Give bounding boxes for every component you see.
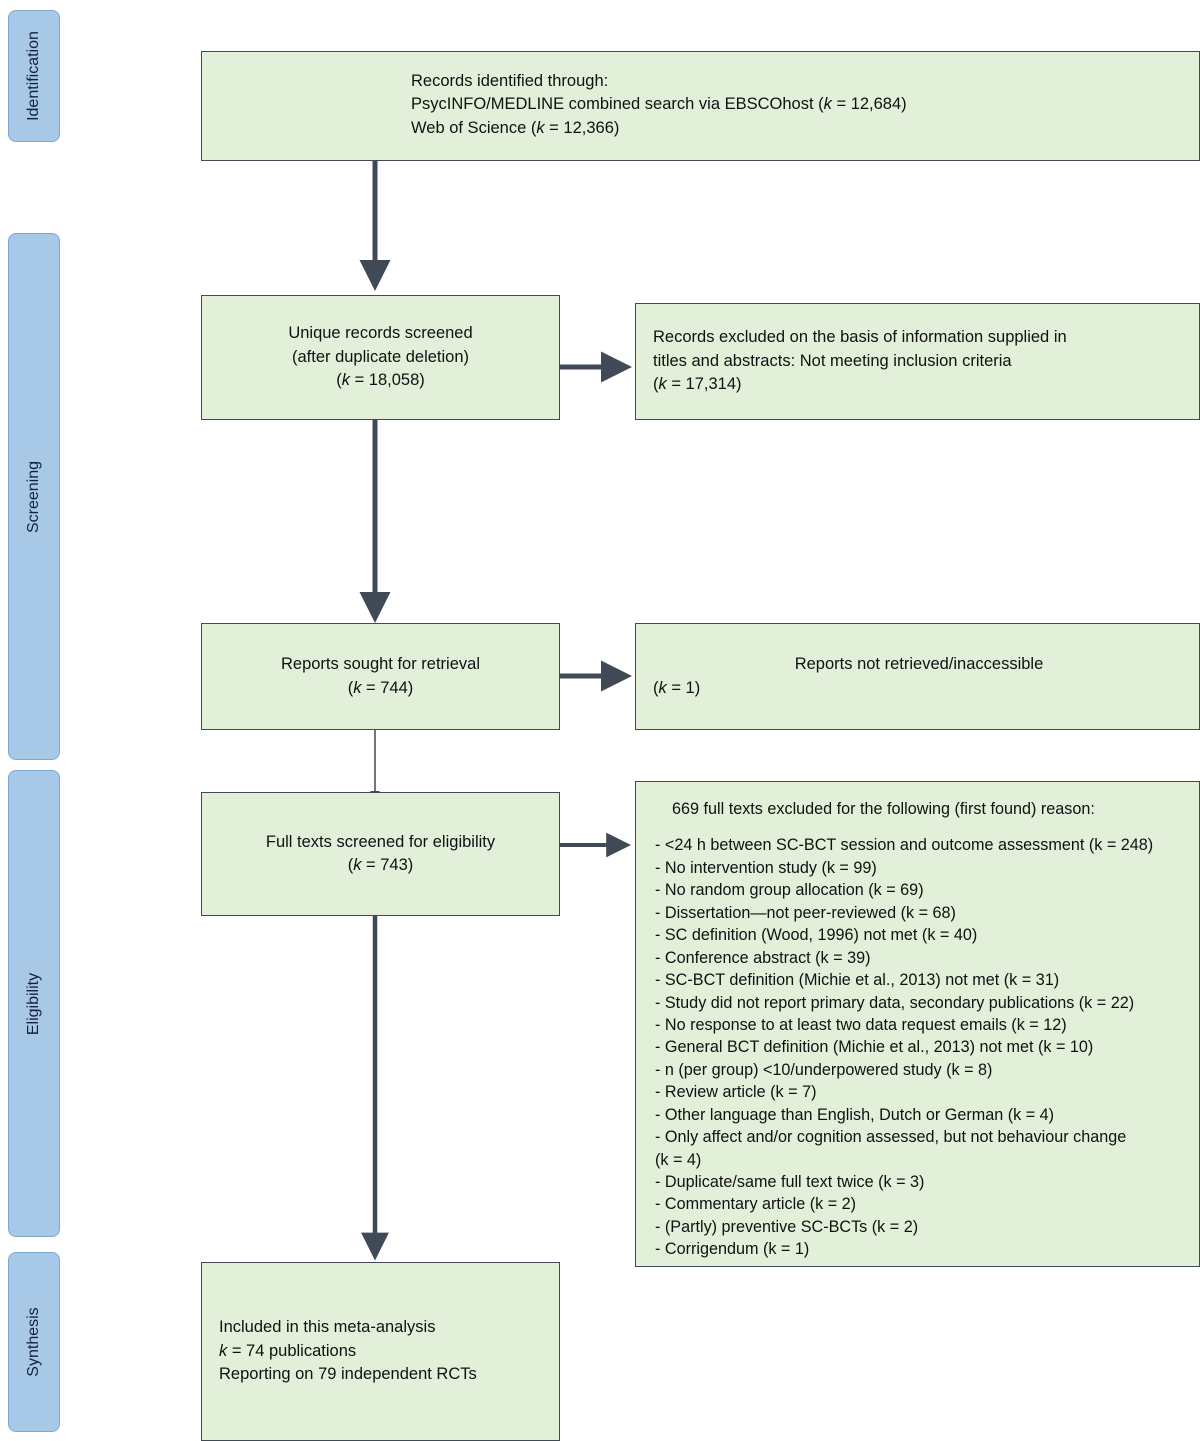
stage-label-identification-text: Identification [25,31,42,121]
list-item: - Only affect and/or cognition assessed, but not behaviour change [655,1128,1127,1147]
box-records-identified [201,51,1200,161]
fulltexts-excluded-reasons [650,834,1189,1260]
box-fulltexts-screened [201,792,560,916]
records-excluded-titles-line1: Records excluded on the basis of information supplied in [653,328,1067,347]
stage-label-eligibility [8,770,60,1237]
reports-not-retrieved-line1: Reports not retrieved/inaccessible [794,655,1044,674]
list-item: - Study did not report primary data, secondary publications (k = 22) [655,993,1135,1012]
stage-label-screening-text: Screening [25,460,42,533]
list-item: - SC-BCT definition (Michie et al., 2013) not met (k = 31) [655,971,1060,990]
list-item: - n (per group) <10/underpowered study (k = 8) [655,1060,993,1079]
list-item: - Review article (k = 7) [655,1083,817,1102]
records-excluded-titles-line3: (k = 17,314) [653,375,742,394]
records-identified-line2: PsycINFO/MEDLINE combined search via EBSCOhost (k = 12,684) [411,95,907,114]
records-screened-line2: (after duplicate deletion) [291,347,470,366]
list-item: - Dissertation—not peer-reviewed (k = 68) [655,903,956,922]
list-item: (k = 4) [655,1150,702,1169]
box-records-excluded-titles [635,303,1200,420]
fulltexts-screened-line2: (k = 743) [347,856,414,874]
included-line2: k = 74 publications [219,1341,357,1360]
fulltexts-screened-line1: Full texts screened for eligibility [265,832,496,851]
stage-label-identification [8,10,60,142]
list-item: - Corrigendum (k = 1) [655,1240,810,1259]
list-item: - No random group allocation (k = 69) [655,881,924,900]
records-screened-line3: (k = 18,058) [336,371,425,390]
list-item: - No response to at least two data request emails (k = 12) [655,1015,1067,1034]
records-screened-line1: Unique records screened [288,324,473,343]
list-item: - No intervention study (k = 99) [655,858,877,877]
stage-label-screening [8,233,60,760]
box-fulltexts-excluded [635,781,1200,1267]
list-item: - SC definition (Wood, 1996) not met (k = 40) [655,926,978,945]
list-item: - (Partly) preventive SC-BCTs (k = 2) [655,1217,919,1236]
records-excluded-titles-line2: titles and abstracts: Not meeting inclusion criteria [653,351,1012,370]
included-line3: Reporting on 79 independent RCTs [219,1365,477,1384]
records-identified-line3: Web of Science (k = 12,366) [411,118,620,137]
list-item: - Other language than English, Dutch or German (k = 4) [655,1105,1055,1124]
reports-not-retrieved-line2: (k = 1) [653,678,701,697]
fulltexts-excluded-list [650,798,1189,1261]
box-reports-sought [201,623,560,730]
list-item: - <24 h between SC-BCT session and outcome assessment (k = 248) [655,836,1154,855]
fulltexts-excluded-header: 669 full texts excluded for the following (first found) reason: [672,800,1095,818]
list-item: - Commentary article (k = 2) [655,1195,857,1214]
box-included-studies [201,1262,560,1441]
stage-label-synthesis [8,1252,60,1432]
records-identified-line1: Records identified through: [411,72,609,90]
reports-sought-line1: Reports sought for retrieval [280,655,480,674]
list-item: - Conference abstract (k = 39) [655,948,871,967]
list-item: - General BCT definition (Michie et al., 2013) not met (k = 10) [655,1038,1094,1057]
reports-sought-line2: (k = 744) [347,678,414,697]
included-line1: Included in this meta-analysis [219,1318,436,1337]
list-item: - Duplicate/same full text twice (k = 3) [655,1173,925,1191]
box-reports-not-retrieved [635,623,1200,730]
stage-label-eligibility-text: Eligibility [25,972,42,1035]
box-records-screened [201,295,560,420]
stage-label-synthesis-text: Synthesis [25,1307,42,1377]
